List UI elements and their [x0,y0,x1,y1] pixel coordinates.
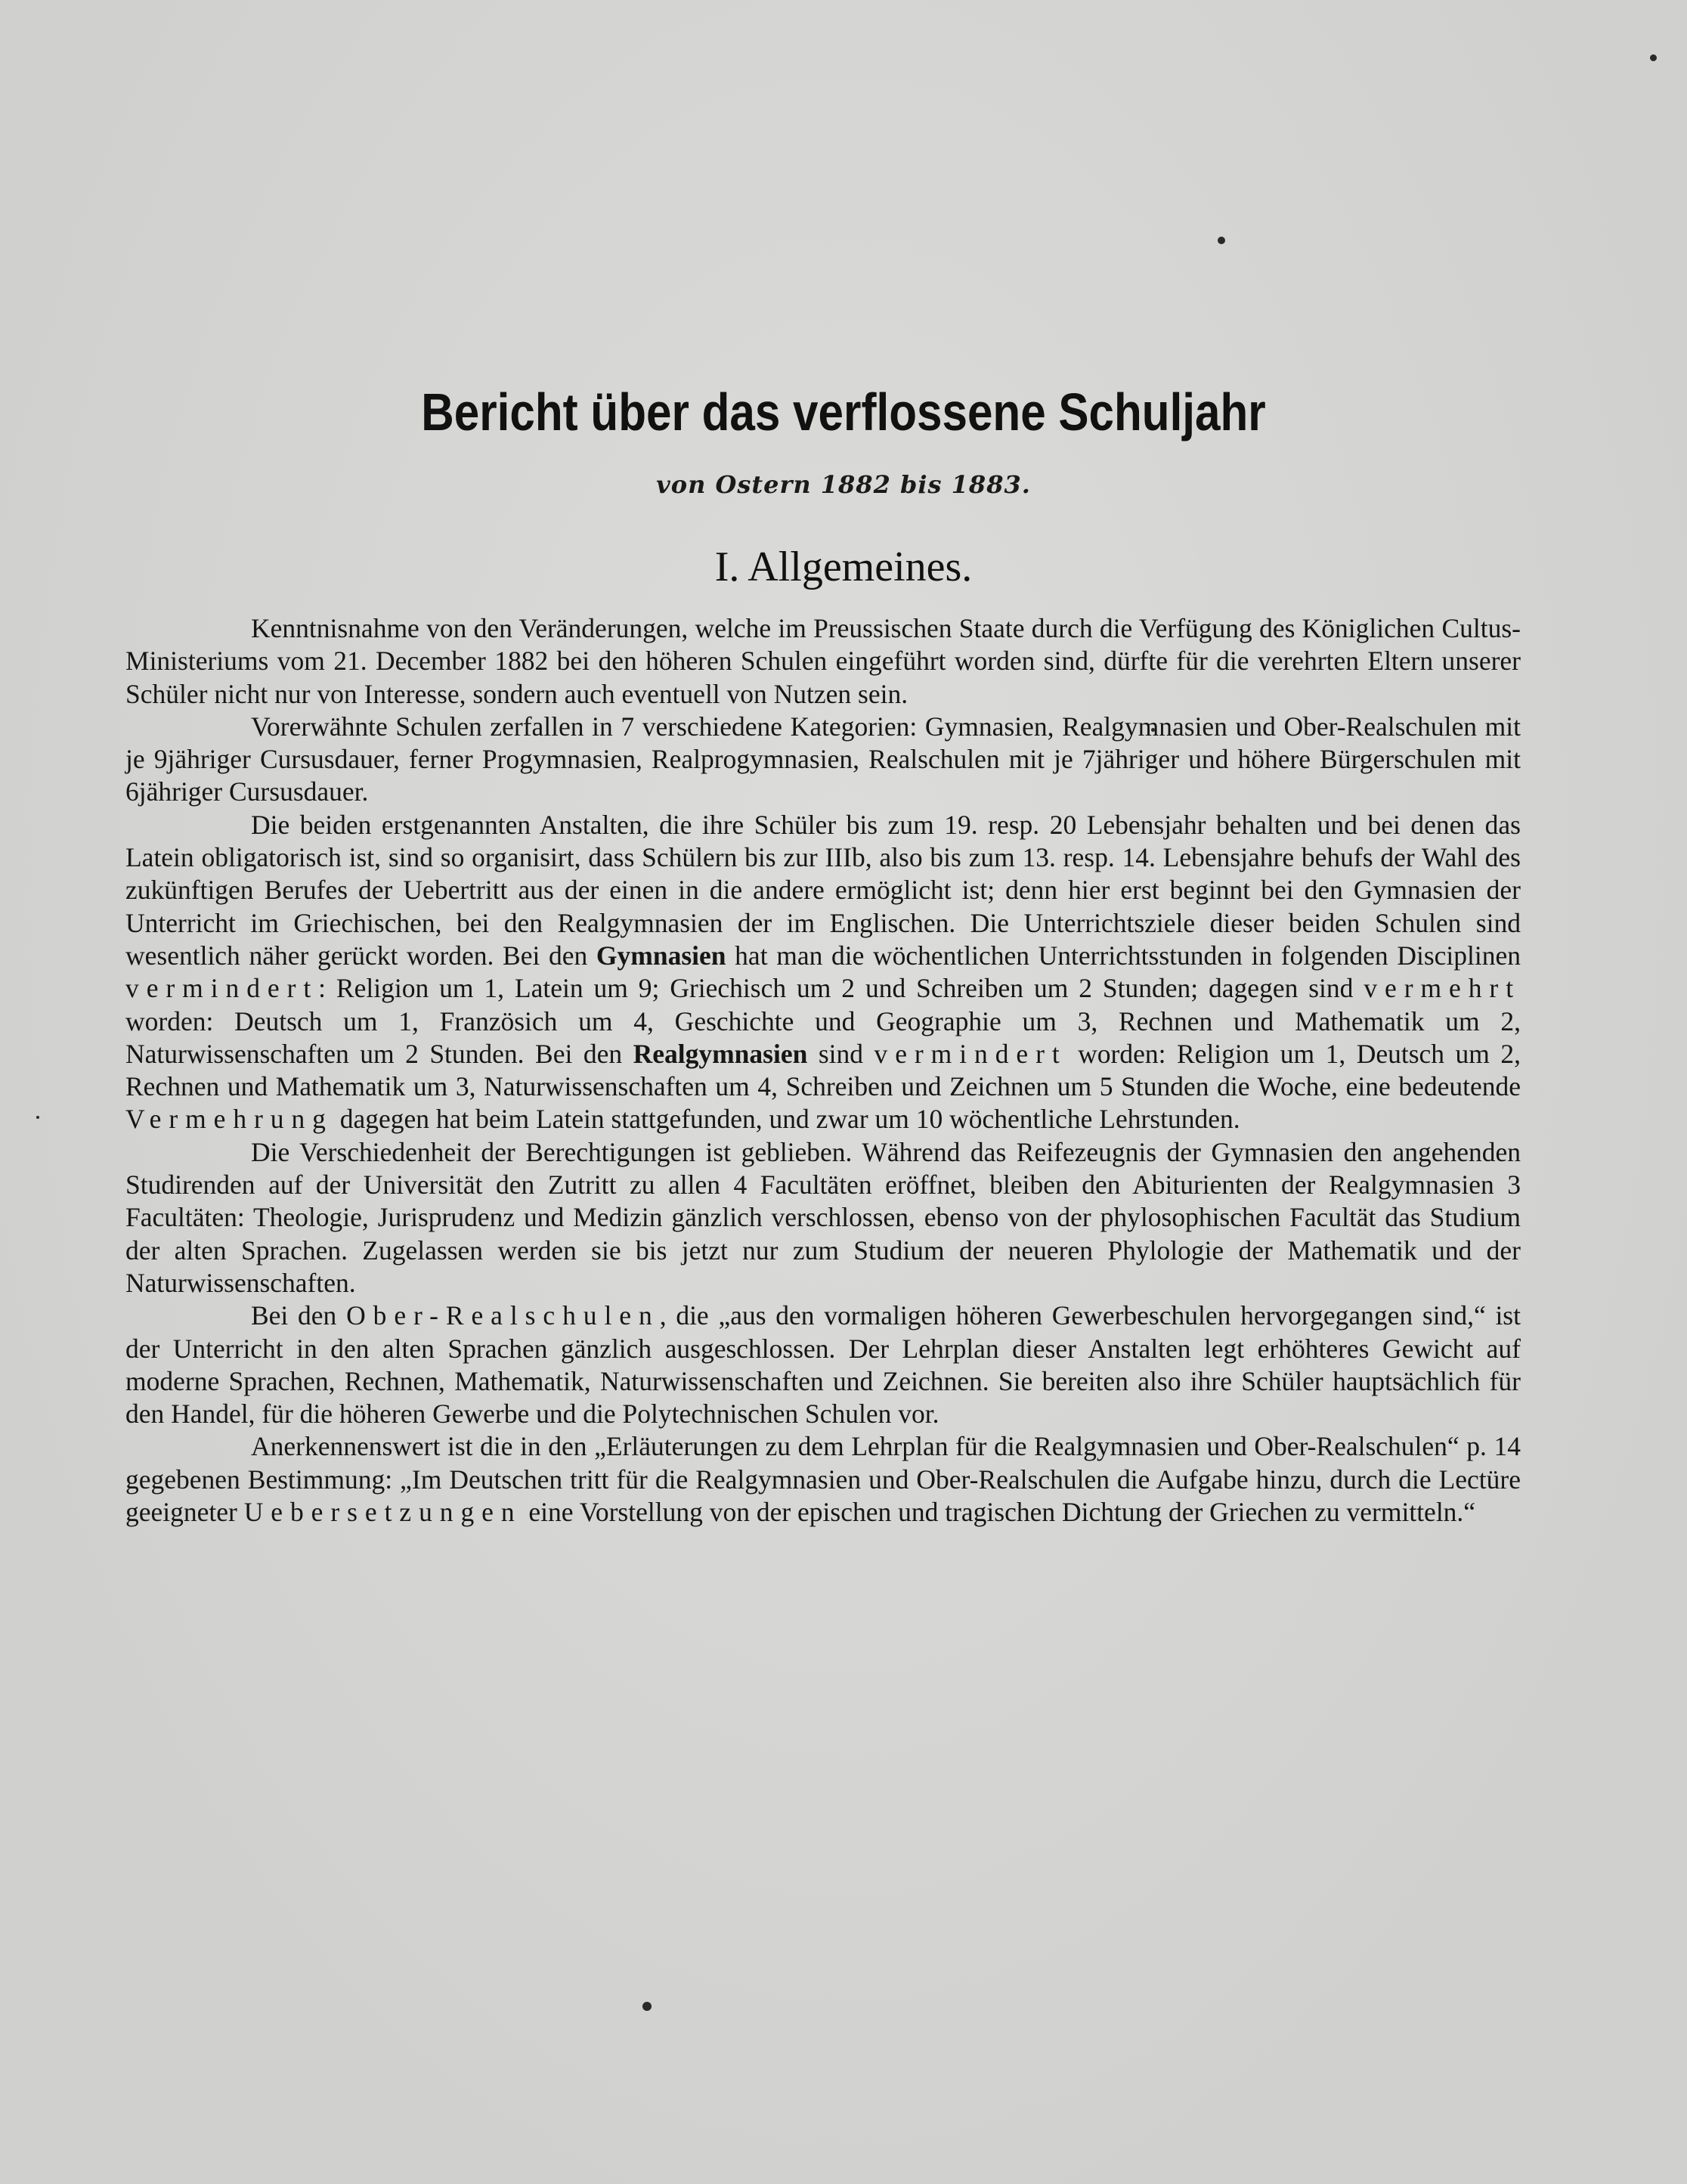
paragraph [125,1430,1521,1529]
spaced-emphasis: Ober-Realschulen [346,1300,660,1331]
paragraph [125,711,1521,809]
section-heading: I. Allgemeines. [714,544,973,590]
ink-speck [642,2002,652,2011]
ink-speck [1650,54,1657,61]
paragraph [125,612,1521,711]
body-text [125,612,1521,1529]
text-run: Anerkennenswert ist die in den „Erläuterungen zu dem Lehrplan für die Realgymnasien und Ober-Realschulen“ p. 14 gegebenen Bestimmung: „Im Deutschen tritt für die Realgymnasien und Ober-Realschulen die Aufgabe hinzu, durch die Lectüre geeigneter [125,1431,1521,1528]
text-run: dagegen hat beim Latein stattgefunden, und zwar um 10 wöchentliche Lehrstunden. [333,1104,1240,1135]
spaced-emphasis: vermindert [125,973,319,1004]
text-run: worden: Religion um 1, Deutsch um 2, Rechnen und Mathematik um 3, Naturwissenschaften um 4, Schreiben und Zeichnen um 5 Stunden die Woche, eine bedeutende [125,1038,1521,1102]
paragraph [125,1136,1521,1300]
spaced-emphasis: vermehrt [1364,973,1521,1004]
text-run: Die Verschiedenheit der Berechtigungen ist geblieben. Während das Reifezeugnis der Gymnasien den angehenden Studirenden auf der Universität den Zutritt zu allen 4 Facultäten eröffnet, bleiben den Abiturienten der Realgymnasien 3 Facultäten: Theologie, Jurisprudenz und Medizin gänzlich verschlossen, ebenso von der phylosophischen Facultät das Studium der alten Sprachen. Zugelassen werden sie bis jetzt nur zum Studium der neueren Phylologie der Mathematik und der Naturwissenschaften. [125,1136,1521,1298]
bold-term: Gymnasien [596,940,726,971]
text-run: worden: Deutsch um 1, Französich um 4, Geschichte und Geographie um 3, Rechnen und Mathematik um 2, Naturwissenschaften um 2 Stunden. Bei den [125,1005,1521,1069]
paragraph [125,809,1521,1136]
bold-term: Realgymnasien [633,1038,808,1069]
spaced-emphasis: vermindert [874,1038,1067,1069]
ink-speck [1218,237,1225,244]
spaced-emphasis: Uebersetzungen [243,1497,522,1528]
ink-speck [36,1116,39,1119]
text-run: Vorerwähnte Schulen zerfallen in 7 verschiedene Kategorien: Gymnasien, Realgymnasien und Ober-Realschulen mit je 9jähriger Cursusdauer, ferner Progymnasien, Realprogymnasien, Realschulen mit je 7jähriger und höhere Bürgerschulen mit 6jähriger Cursusdauer. [125,711,1521,807]
page-subtitle: von Ostern 1882 bis 1883. [656,470,1031,499]
text-run: Kenntnisnahme von den Veränderungen, welche im Preussischen Staate durch die Verfügung des Königlichen Cultus-Ministeriums vom 21. December 1882 bei den höheren Schulen eingeführt worden sind, dürfte für die verehrten Eltern unserer Schüler nicht nur von Interesse, sondern auch eventuell von Nutzen sein. [125,613,1521,709]
text-run: eine Vorstellung von der epischen und tragischen Dichtung der Griechen zu vermitteln.“ [522,1497,1476,1528]
paragraph [125,1300,1521,1430]
text-run: : Religion um 1, Latein um 9; Griechisch um 2 und Schreiben um 2 Stunden; dagegen sind [318,973,1364,1004]
spaced-emphasis: Vermehrung [125,1104,333,1135]
text-run: , die „aus den vormaligen höheren Gewerbeschulen hervorgegangen sind,“ ist der Unterricht in den alten Sprachen gänzlich ausgeschlossen. Der Lehrplan dieser Anstalten legt erhöhteres Gewicht auf moderne Sprachen, Rechnen, Mathematik, Naturwissenschaften und Zeichnen. Sie bereiten also ihre Schüler hauptsächlich für den Handel, für die höheren Gewerbe und die Polytechnischen Schulen vor. [125,1300,1521,1430]
text-run: Die beiden erstgenannten Anstalten, die ihre Schüler bis zum 19. resp. 20 Lebensjahr behalten und bei denen das Latein obligatorisch ist, sind so organisirt, dass Schülern bis zur IIIb, also bis zum 13. resp. 14. Lebensjahre behufs der Wahl des zukünftigen Berufes der Uebertritt aus der einen in die andere ermöglicht ist; denn hier erst beginnt bei den Gymnasien der Unterricht im Griechischen, bei den Realgymnasien der im Englischen. Die Unterrichtsziele dieser beiden Schulen sind wesentlich näher gerückt worden. Bei den [125,809,1521,971]
text-run: Bei den [251,1300,347,1331]
text-run: hat man die wöchentlichen Unterrichtsstunden in folgenden Disciplinen [726,940,1521,971]
page-title: Bericht über das verflossene Schuljahr [421,383,1266,441]
text-run: sind [807,1038,874,1069]
